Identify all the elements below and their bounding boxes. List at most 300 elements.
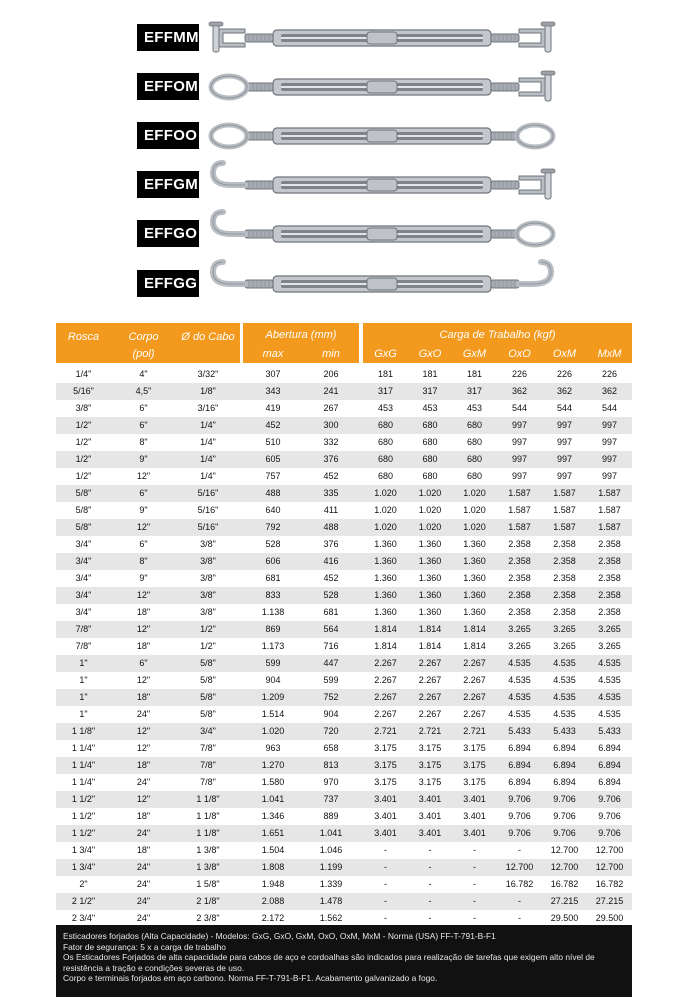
cell-corpo: 18": [136, 692, 151, 702]
turnbuckle-image: [207, 67, 557, 107]
cell-corpo: 18": [136, 641, 151, 651]
cell-gxg: -: [384, 879, 387, 889]
cell-max: 488: [265, 488, 281, 498]
cell-max: 1.020: [261, 726, 285, 736]
cell-gxg: -: [384, 913, 387, 923]
cell-gxg: 1.814: [374, 641, 397, 651]
col-cabo-header: Ø do Cabo: [181, 331, 235, 343]
table-row: [56, 519, 632, 536]
product-effgg: [137, 264, 557, 304]
cell-corpo: 24": [136, 828, 151, 838]
footer-notes: [56, 925, 632, 997]
cell-mxm: 997: [601, 471, 618, 481]
cell-oxo: 997: [511, 454, 528, 464]
product-code-label: EFFOM: [137, 73, 199, 100]
cell-max: 963: [265, 743, 281, 753]
cell-corpo: 12": [136, 794, 151, 804]
cell-oxm: 29.500: [550, 913, 579, 923]
product-effmm: [137, 18, 557, 58]
cell-oxo: 5.433: [508, 726, 531, 736]
cell-cabo: 1/4": [200, 454, 216, 464]
cell-oxm: 12.700: [550, 862, 579, 872]
cell-mxm: 544: [601, 403, 618, 413]
cell-corpo: 24": [136, 879, 151, 889]
cell-gxm: 1.360: [463, 590, 486, 600]
cell-oxo: -: [518, 913, 521, 923]
cell-min: 564: [323, 624, 339, 634]
cell-cabo: 1 3/8": [196, 845, 220, 855]
cell-corpo: 24": [136, 896, 151, 906]
cell-min: 206: [323, 369, 339, 379]
cell-gxm: 317: [466, 386, 483, 396]
col-mxm-header: MxM: [597, 348, 622, 360]
cell-max: 792: [265, 522, 281, 532]
col-max-header: max: [262, 348, 284, 360]
cell-gxo: 317: [422, 386, 438, 396]
cell-cabo: 1/2": [200, 624, 216, 634]
cell-rosca: 1 3/4": [71, 862, 96, 872]
footer-line-safety: Fator de segurança: 5 x a carga de trabalho: [63, 941, 226, 952]
cell-oxo: 6.894: [508, 760, 531, 770]
cell-mxm: 12.700: [595, 862, 624, 872]
cell-gxo: 3.401: [418, 828, 442, 838]
cell-gxm: 2.721: [463, 726, 486, 736]
cell-gxo: -: [428, 879, 432, 889]
turnbuckle-image: [207, 18, 557, 58]
cell-gxo: 2.267: [418, 692, 442, 702]
cell-min: 376: [323, 454, 339, 464]
cell-cabo: 1 1/8": [196, 794, 220, 804]
cell-gxm: 3.401: [463, 828, 486, 838]
cell-gxo: 1.020: [418, 522, 442, 532]
cell-oxm: 12.700: [550, 845, 579, 855]
cell-oxo: -: [518, 896, 521, 906]
cell-max: 681: [265, 573, 281, 583]
cell-rosca: 1": [79, 658, 88, 668]
table-header: [56, 323, 632, 363]
cell-corpo: 12": [136, 471, 151, 481]
turnbuckle-image: [207, 264, 557, 304]
cell-corpo: 12": [136, 522, 151, 532]
cell-rosca: 1/2": [75, 437, 92, 447]
cell-oxo: 997: [511, 420, 528, 430]
cell-rosca: 1 1/4": [71, 743, 96, 753]
cell-oxo: 2.358: [508, 607, 531, 617]
cell-max: 1.138: [261, 607, 285, 617]
cell-max: 1.580: [261, 777, 285, 787]
cell-oxo: 1.587: [508, 505, 531, 515]
cell-oxo: 2.358: [508, 573, 531, 583]
cell-corpo: 8": [139, 556, 148, 566]
cell-min: 904: [323, 709, 339, 719]
cell-rosca: 1 1/4": [71, 760, 96, 770]
cell-min: 300: [323, 420, 339, 430]
cell-oxo: 9.706: [508, 794, 531, 804]
cell-max: 1.041: [261, 794, 285, 804]
cell-min: 1.339: [319, 879, 343, 889]
table-row: [56, 366, 632, 383]
cell-corpo: 6": [139, 420, 148, 430]
cell-gxo: 1.360: [418, 573, 442, 583]
cell-corpo: 6": [139, 658, 148, 668]
cell-mxm: 3.265: [598, 641, 621, 651]
cell-gxo: 1.020: [418, 505, 442, 515]
cell-corpo: 4,5": [135, 386, 152, 396]
product-code-label: EFFGM: [137, 171, 199, 198]
cell-gxm: 680: [466, 420, 483, 430]
table-row: [56, 723, 632, 740]
cell-cabo: 3/8": [200, 573, 216, 583]
cell-max: 869: [265, 624, 281, 634]
cell-oxo: 2.358: [508, 590, 531, 600]
cell-rosca: 3/4": [75, 573, 92, 583]
cell-cabo: 5/16": [197, 505, 219, 515]
cell-gxm: -: [473, 879, 476, 889]
cell-max: 757: [265, 471, 281, 481]
col-rosca-header: Rosca: [67, 331, 100, 343]
cell-mxm: 3.265: [598, 624, 621, 634]
cell-gxo: 680: [422, 437, 438, 447]
table-row: [56, 638, 632, 655]
table-row: [56, 791, 632, 808]
cell-gxo: 3.175: [418, 760, 442, 770]
table-row: [56, 536, 632, 553]
cell-rosca: 1 1/2": [71, 828, 96, 838]
cell-corpo: 6": [139, 539, 148, 549]
table-row: [56, 876, 632, 893]
cell-gxg: 1.020: [374, 505, 397, 515]
table-row: [56, 689, 632, 706]
cell-oxo: 16.782: [505, 879, 534, 889]
cell-cabo: 5/8": [200, 692, 216, 702]
cell-oxo: 3.265: [508, 641, 531, 651]
cell-oxm: 6.894: [553, 777, 576, 787]
cell-cabo: 5/16": [197, 522, 219, 532]
cell-rosca: 1 1/4": [71, 777, 96, 787]
cell-gxg: 1.020: [374, 488, 397, 498]
cell-oxo: 6.894: [508, 743, 531, 753]
table-row: [56, 655, 632, 672]
cell-gxm: -: [473, 862, 476, 872]
cell-max: 1.270: [261, 760, 285, 770]
cell-gxg: 3.175: [374, 777, 397, 787]
cell-cabo: 5/8": [200, 658, 216, 668]
cell-gxm: 181: [466, 369, 483, 379]
cell-max: 2.172: [261, 913, 285, 923]
cell-corpo: 12": [136, 726, 151, 736]
cell-oxm: 4.535: [553, 709, 576, 719]
cell-gxm: 1.360: [463, 573, 486, 583]
cell-oxm: 4.535: [553, 675, 576, 685]
cell-rosca: 1": [79, 709, 88, 719]
cell-oxm: 362: [556, 386, 573, 396]
table-row: [56, 859, 632, 876]
cell-gxm: -: [473, 896, 476, 906]
cell-max: 419: [265, 403, 281, 413]
cell-oxo: 1.587: [508, 488, 531, 498]
cell-rosca: 2 3/4": [71, 913, 96, 923]
cell-oxm: 1.587: [553, 505, 576, 515]
cell-max: 599: [265, 658, 281, 668]
cell-min: 452: [323, 471, 339, 481]
product-effoo: [137, 116, 557, 156]
cell-gxm: 1.360: [463, 607, 486, 617]
table-row: [56, 672, 632, 689]
cell-corpo: 18": [136, 760, 151, 770]
cell-gxg: 3.401: [374, 794, 397, 804]
cell-gxo: 680: [422, 420, 438, 430]
table-row: [56, 451, 632, 468]
cell-cabo: 5/8": [200, 709, 216, 719]
cell-gxo: 3.175: [418, 743, 442, 753]
cell-gxm: 1.360: [463, 539, 486, 549]
cell-rosca: 5/16": [73, 386, 94, 396]
cell-oxo: 1.587: [508, 522, 531, 532]
cell-gxo: 3.401: [418, 794, 442, 804]
product-code-label: EFFGG: [137, 270, 199, 297]
cell-max: 1.808: [261, 862, 285, 872]
cell-corpo: 24": [136, 913, 151, 923]
cell-gxo: 680: [422, 454, 438, 464]
cell-oxo: 4.535: [508, 658, 531, 668]
cell-gxm: 2.267: [463, 692, 486, 702]
cell-cabo: 3/8": [200, 556, 216, 566]
cell-min: 447: [323, 658, 339, 668]
cell-gxm: 3.175: [463, 777, 486, 787]
cell-gxg: 317: [377, 386, 394, 396]
cell-oxm: 544: [556, 403, 573, 413]
cell-rosca: 5/8": [75, 522, 92, 532]
product-effgm: [137, 165, 557, 205]
cell-rosca: 3/8": [75, 403, 92, 413]
table-row: [56, 706, 632, 723]
cell-oxo: 4.535: [508, 692, 531, 702]
cell-max: 307: [265, 369, 281, 379]
cell-mxm: 1.587: [598, 522, 621, 532]
cell-oxm: 2.358: [553, 539, 576, 549]
cell-rosca: 1 1/2": [71, 794, 96, 804]
product-effgo: [137, 214, 557, 254]
cell-min: 528: [323, 590, 339, 600]
cell-max: 606: [265, 556, 281, 566]
cell-oxm: 3.265: [553, 624, 576, 634]
turnbuckle-image: [207, 116, 557, 156]
cell-gxo: 2.267: [418, 675, 442, 685]
cell-min: 452: [323, 573, 339, 583]
cell-corpo: 4": [139, 369, 148, 379]
cell-gxg: 3.401: [374, 828, 397, 838]
cell-cabo: 2 3/8": [196, 913, 220, 923]
cell-oxo: 362: [511, 386, 528, 396]
cell-cabo: 3/8": [200, 590, 216, 600]
cell-oxm: 4.535: [553, 692, 576, 702]
cell-rosca: 7/8": [75, 641, 92, 651]
cell-gxg: 181: [377, 369, 394, 379]
cell-cabo: 5/8": [200, 675, 216, 685]
cell-gxm: 1.020: [463, 522, 486, 532]
cell-min: 970: [323, 777, 339, 787]
cell-mxm: 4.535: [598, 658, 621, 668]
cell-min: 267: [323, 403, 339, 413]
table-row: [56, 808, 632, 825]
cell-rosca: 1/2": [75, 454, 92, 464]
cell-oxo: 9.706: [508, 828, 531, 838]
col-carga-header: Carga de Trabalho (kgf): [439, 329, 556, 341]
table-row: [56, 740, 632, 757]
cell-gxg: 3.175: [374, 743, 397, 753]
cell-gxo: 1.020: [418, 488, 442, 498]
table-row: [56, 502, 632, 519]
cell-gxg: 680: [377, 420, 394, 430]
cell-oxm: 997: [556, 471, 573, 481]
cell-oxm: 2.358: [553, 573, 576, 583]
cell-oxo: 4.535: [508, 709, 531, 719]
cell-corpo: 9": [139, 505, 148, 515]
cell-gxg: 1.360: [374, 539, 397, 549]
cell-gxo: -: [428, 913, 432, 923]
cell-rosca: 1/4": [75, 369, 92, 379]
cell-gxg: 3.401: [374, 811, 397, 821]
cell-min: 335: [323, 488, 339, 498]
cell-cabo: 7/8": [200, 760, 216, 770]
col-abertura-header: Abertura (mm): [265, 329, 337, 341]
cell-mxm: 362: [601, 386, 618, 396]
cell-mxm: 5.433: [598, 726, 621, 736]
cell-gxm: 3.401: [463, 811, 486, 821]
cell-max: 1.209: [261, 692, 285, 702]
cell-cabo: 1/4": [200, 437, 216, 447]
cell-gxg: 1.360: [374, 556, 397, 566]
cell-cabo: 1 5/8": [196, 879, 220, 889]
cell-cabo: 3/16": [197, 403, 219, 413]
cell-gxm: 3.175: [463, 760, 486, 770]
cell-mxm: 9.706: [598, 828, 621, 838]
cell-corpo: 18": [136, 811, 151, 821]
cell-gxg: -: [384, 896, 387, 906]
cell-oxo: 4.535: [508, 675, 531, 685]
cell-gxm: 1.020: [463, 505, 486, 515]
cell-max: 2.088: [261, 896, 285, 906]
cell-gxg: 1.360: [374, 573, 397, 583]
cell-max: 904: [265, 675, 281, 685]
table-row: [56, 587, 632, 604]
cell-rosca: 1 3/4": [71, 845, 96, 855]
cell-gxg: 680: [377, 437, 394, 447]
cell-corpo: 24": [136, 777, 151, 787]
cell-gxo: 1.360: [418, 607, 442, 617]
cell-gxo: 1.360: [418, 539, 442, 549]
cell-min: 716: [323, 641, 339, 651]
table-row: [56, 570, 632, 587]
col-oxm-header: OxM: [552, 348, 577, 360]
cell-max: 640: [265, 505, 281, 515]
cell-oxm: 16.782: [550, 879, 579, 889]
cell-oxo: 997: [511, 471, 528, 481]
cell-cabo: 1/4": [200, 471, 216, 481]
cell-min: 599: [323, 675, 339, 685]
cell-mxm: 2.358: [598, 573, 621, 583]
cell-rosca: 5/8": [75, 488, 92, 498]
cell-cabo: 3/8": [200, 607, 216, 617]
cell-cabo: 2 1/8": [196, 896, 220, 906]
cell-corpo: 9": [139, 573, 148, 583]
col-corpo-unit: (pol): [132, 348, 155, 360]
cell-corpo: 12": [136, 675, 151, 685]
cell-mxm: 997: [601, 437, 618, 447]
cell-cabo: 1/2": [200, 641, 216, 651]
cell-gxo: 181: [422, 369, 438, 379]
cell-gxg: -: [384, 862, 387, 872]
cell-min: 488: [323, 522, 339, 532]
table-row: [56, 621, 632, 638]
cell-oxm: 6.894: [553, 760, 576, 770]
cell-oxm: 997: [556, 437, 573, 447]
cell-rosca: 3/4": [75, 590, 92, 600]
cell-gxm: 680: [466, 471, 483, 481]
cell-oxm: 5.433: [553, 726, 576, 736]
cell-mxm: 1.587: [598, 488, 621, 498]
cell-gxo: 1.814: [418, 624, 442, 634]
col-min-header: min: [322, 348, 340, 360]
table-row: [56, 842, 632, 859]
cell-rosca: 1 1/8": [71, 726, 96, 736]
cell-oxm: 2.358: [553, 607, 576, 617]
cell-gxm: 2.267: [463, 709, 486, 719]
product-images: [0, 0, 689, 315]
col-gxo-header: GxO: [418, 348, 442, 360]
cell-mxm: 9.706: [598, 811, 621, 821]
cell-gxm: 1.814: [463, 624, 486, 634]
table-row: [56, 417, 632, 434]
col-gxg-header: GxG: [374, 348, 397, 360]
cell-gxg: 2.267: [374, 709, 397, 719]
cell-gxm: -: [473, 845, 476, 855]
cell-max: 1.504: [261, 845, 285, 855]
table-row: [56, 893, 632, 910]
cell-gxo: -: [428, 896, 432, 906]
cell-oxm: 9.706: [553, 811, 576, 821]
cell-min: 1.046: [319, 845, 343, 855]
cell-oxm: 2.358: [553, 556, 576, 566]
cell-max: 1.514: [261, 709, 285, 719]
cell-max: 1.346: [261, 811, 285, 821]
cell-gxo: 2.721: [418, 726, 442, 736]
cell-corpo: 24": [136, 709, 151, 719]
cell-mxm: 9.706: [598, 794, 621, 804]
cell-cabo: 3/32": [197, 369, 219, 379]
cell-oxm: 3.265: [553, 641, 576, 651]
cell-cabo: 7/8": [200, 777, 216, 787]
cell-mxm: 4.535: [598, 675, 621, 685]
cell-rosca: 1": [79, 692, 88, 702]
cell-corpo: 8": [139, 437, 148, 447]
cell-min: 1.199: [319, 862, 343, 872]
table-body: [56, 366, 632, 927]
footer-line-models: Esticadores forjados (Alta Capacidade) - Modelos: GxG, GxO, GxM, OxO, OxM, MxM - Norma (USA) FF-T-791-B-F1: [63, 931, 496, 941]
cell-mxm: 4.535: [598, 692, 621, 702]
cell-max: 343: [265, 386, 281, 396]
cell-gxm: -: [473, 913, 476, 923]
cell-mxm: 2.358: [598, 539, 621, 549]
turnbuckle-image: [207, 165, 557, 205]
cell-gxm: 2.267: [463, 675, 486, 685]
cell-corpo: 18": [136, 607, 151, 617]
cell-mxm: 2.358: [598, 607, 621, 617]
cell-cabo: 3/4": [200, 726, 216, 736]
cell-gxo: 2.267: [418, 658, 442, 668]
cell-max: 833: [265, 590, 281, 600]
cell-gxg: 1.020: [374, 522, 397, 532]
